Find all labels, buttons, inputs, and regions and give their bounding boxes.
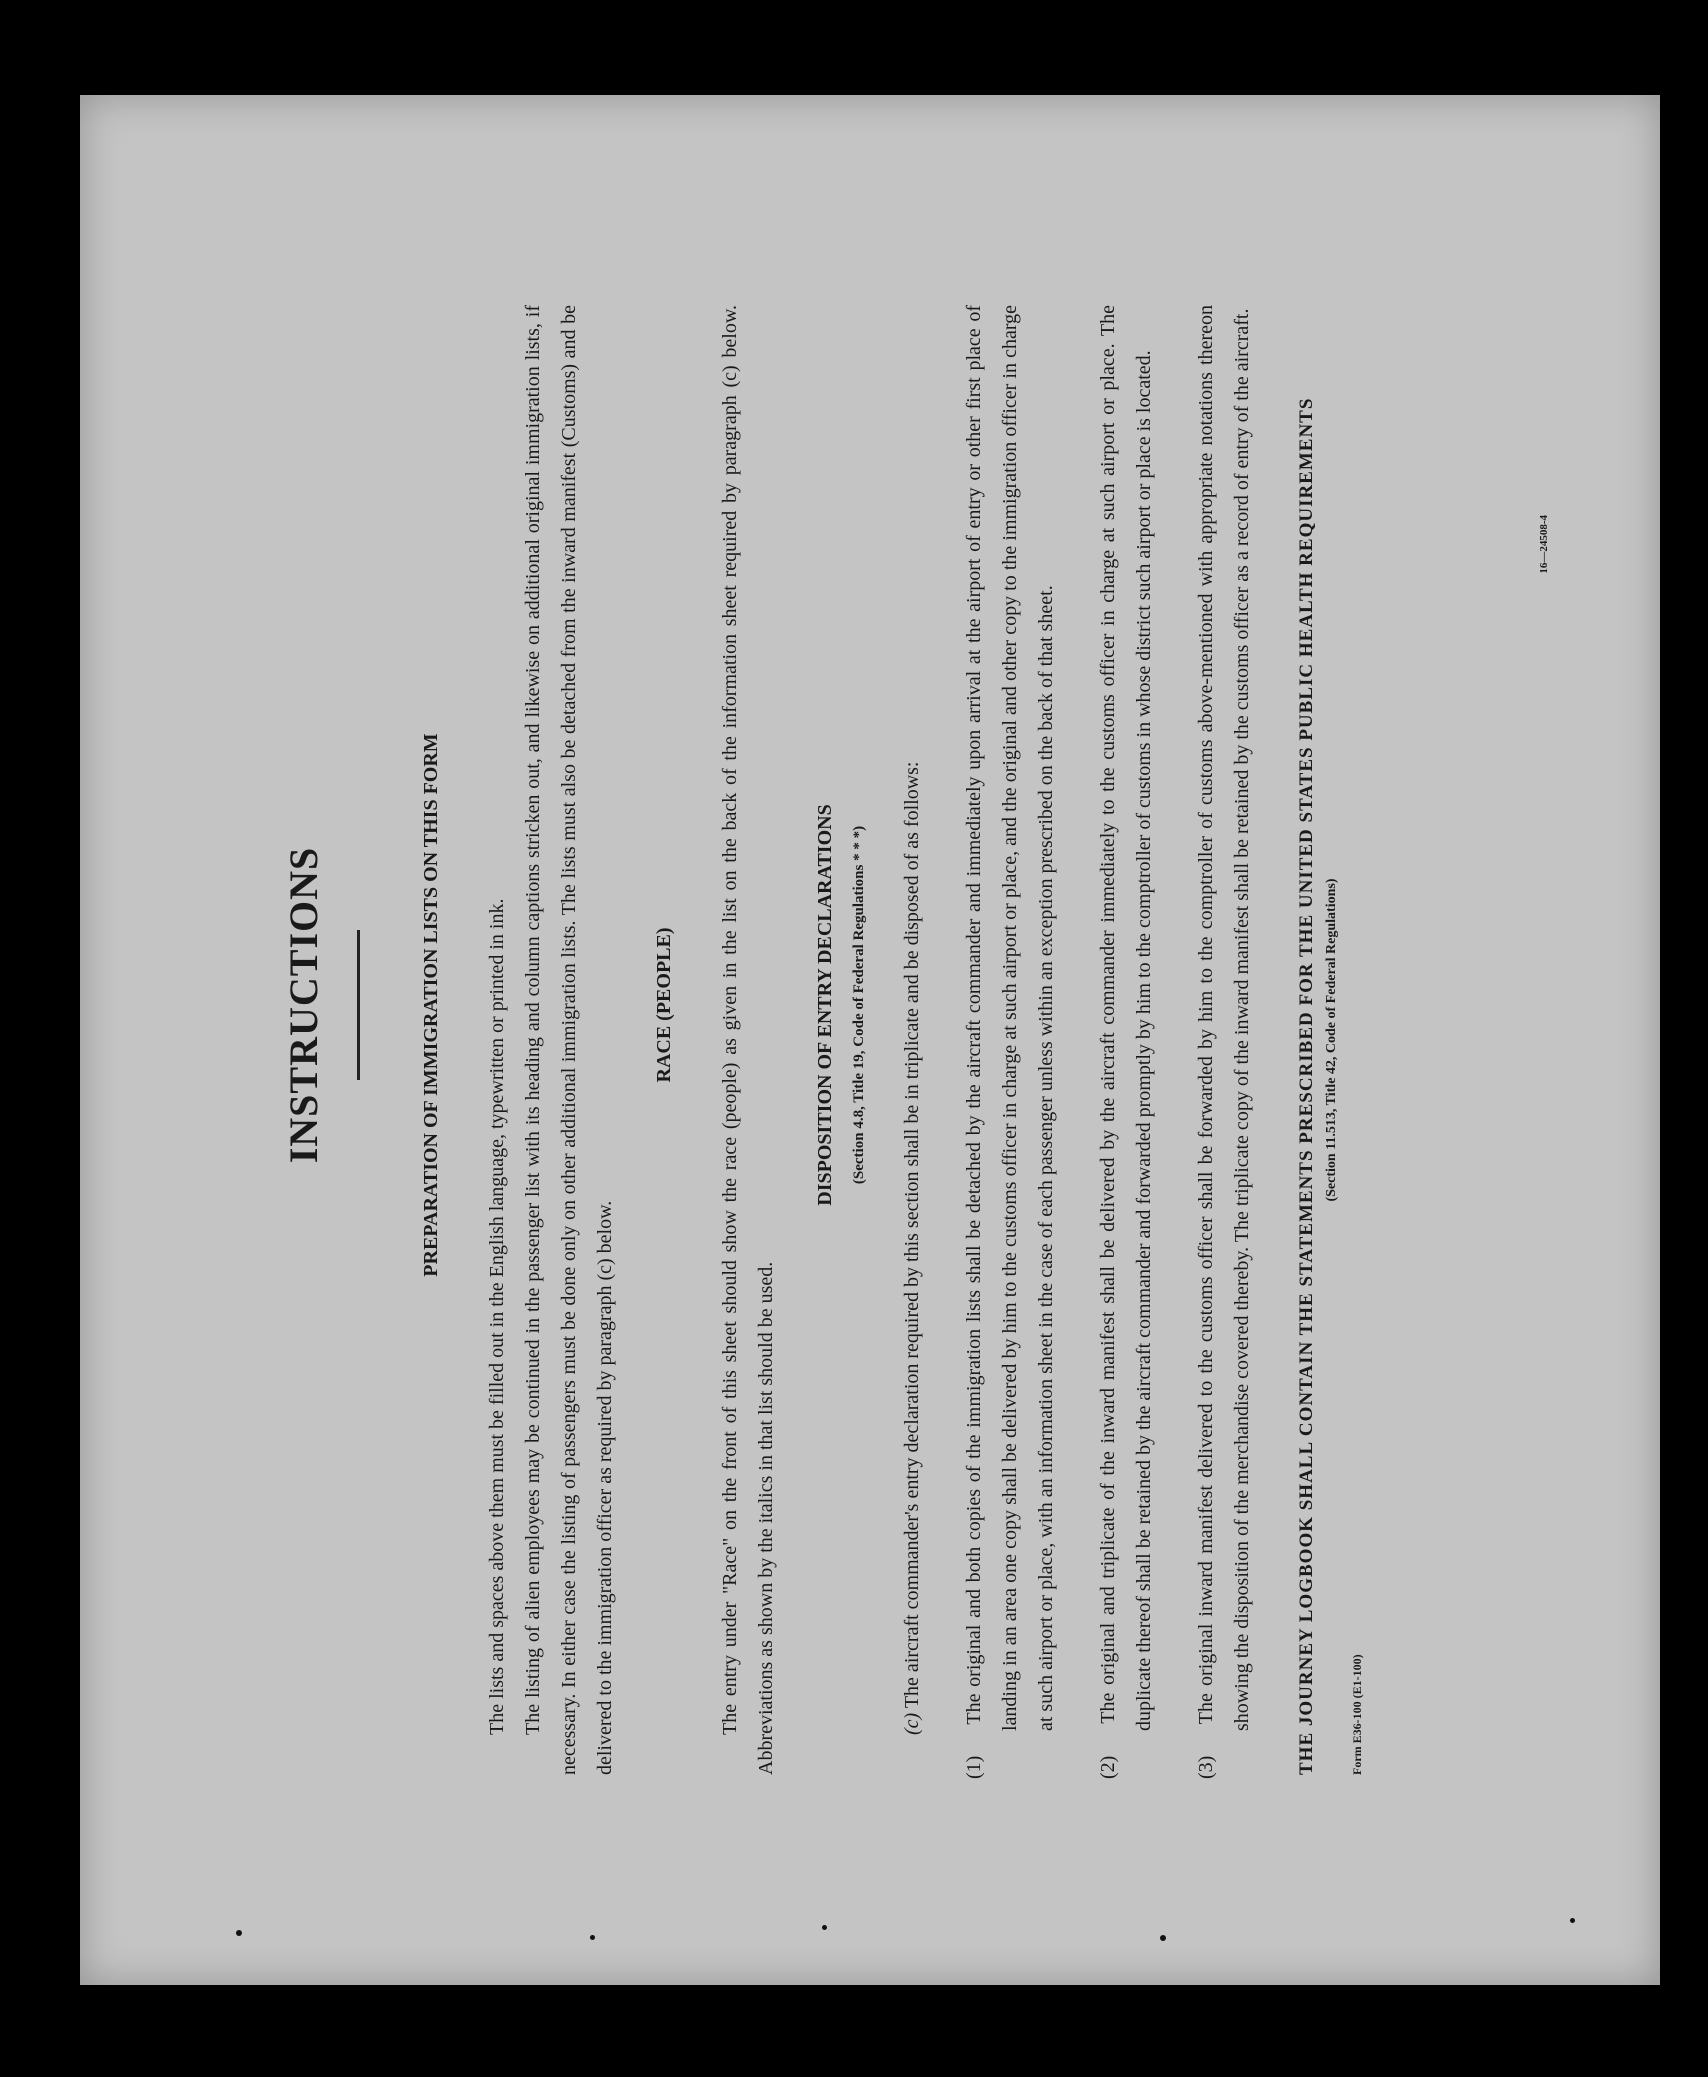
- preparation-heading: PREPARATION OF IMMIGRATION LISTS ON THIS FORM: [420, 733, 442, 1277]
- item-text: The original inward manifest delivered to the customs officer shall be forwarded by him to the comptroller of customs above-mentioned with appropriate notations thereon showing the disposition of the merchandise covered thereby. The triplicate copy of the inward manifest shall be retained by the customs officer as a record of entry of the aircraft.: [1195, 304, 1253, 1731]
- document-title: INSTRUCTIONS: [281, 846, 326, 1164]
- print-code: 16—24508-4: [1538, 515, 1550, 574]
- scan-speck: [1160, 1935, 1166, 1941]
- item-text: The original and both copies of the immigration lists shall be detached by the aircraft commander and immediately upon arrival at the airport of entry or other first place of landing in an area one copy shall be delivered by him to the customs officer in charge at such airport or place, and the original and other copy to the immigration officer in charge at such airport or place, with an information sheet in the case of each passenger unless within an exception prescribed on the back of that sheet.: [963, 305, 1057, 1731]
- race-section: [712, 305, 784, 1775]
- list-item: [956, 305, 1064, 1779]
- scan-speck: [1570, 1918, 1575, 1923]
- preparation-paragraph-1: The lists and spaces above them must be filled out in the English language, typewritten or printed in ink.: [486, 898, 508, 1735]
- scan-speck: [236, 1930, 242, 1936]
- paragraph-c: [894, 305, 930, 1775]
- paragraph-c-label: (c): [901, 1712, 923, 1735]
- item-text: The original and triplicate of the inward manifest shall be delivered by the aircraft commander immediately to the customs officer in charge at such airport or place. The duplicate thereof shall be retained by the aircraft commander and forwarded promptly by him to the comptroller of customs in whose district such airport or place is located.: [1097, 305, 1155, 1731]
- scan-speck: [590, 1935, 595, 1940]
- logbook-statement: THE JOURNEY LOGBOOK SHALL CONTAIN THE STATEMENTS PRESCRIBED FOR THE UNITED STATES PUBLIC HEALTH REQUIREMENTS: [1296, 397, 1317, 1775]
- paragraph-c-text: The aircraft commander's entry declaration required by this section shall be in triplicate and be disposed of as follows:: [901, 761, 923, 1709]
- title-divider: [357, 930, 360, 1080]
- rotated-content: [80, 95, 1660, 1985]
- disposition-subheading: (Section 4.8, Title 19, Code of Federal Regulations * * *): [851, 825, 867, 1185]
- item-number: (2): [1097, 1755, 1119, 1779]
- race-paragraph: The entry under "Race" on the front of this sheet should show the race (people) as given in the list on the back of the information sheet required by paragraph (c) below. Abbreviations as shown by the italics in that list should be used.: [719, 305, 777, 1775]
- scan-speck: [822, 1925, 827, 1930]
- disposition-heading: DISPOSITION OF ENTRY DECLARATIONS: [814, 804, 836, 1206]
- item-number: (1): [963, 1755, 985, 1779]
- preparation-section: [479, 305, 623, 1775]
- form-number: Form E36-100 (E1-100): [1350, 1654, 1364, 1775]
- preparation-paragraph-2: The listing of alien employees may be continued in the passenger list with its heading and column captions stricken out, and likewise on additional original immigration lists, if necessary. In either case the listing of passengers must be done only on other additional immigration lists. The lists must also be detached from the inward manifest (Customs) and be delivered to the immigration officer as required by paragraph (c) below.: [522, 305, 616, 1775]
- race-heading: RACE (PEOPLE): [653, 927, 675, 1083]
- list-item: [1188, 304, 1260, 1779]
- document-page: [80, 95, 1660, 1985]
- item-number: (3): [1195, 1755, 1217, 1779]
- logbook-citation: (Section 11.513, Title 42, Code of Federal Regulations): [1324, 878, 1339, 1202]
- list-item: [1090, 305, 1162, 1779]
